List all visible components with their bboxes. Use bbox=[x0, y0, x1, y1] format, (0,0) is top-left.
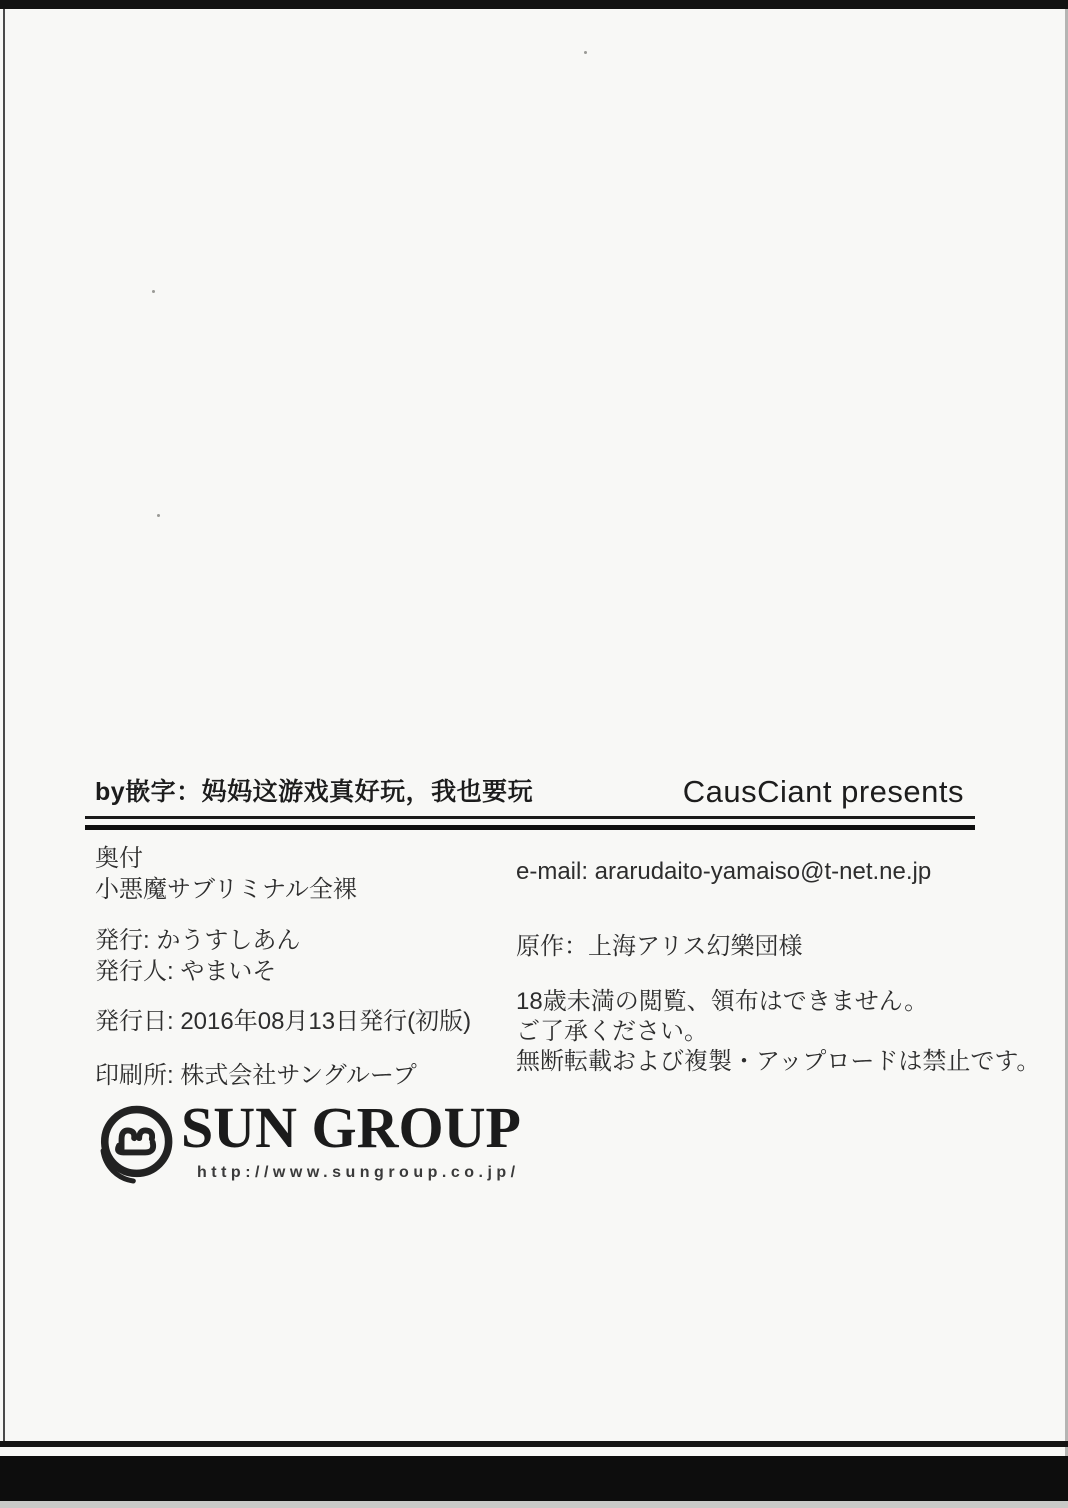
top-black-border bbox=[0, 0, 1068, 9]
original-work-credit: 原作：上海アリス幻樂団様 bbox=[516, 933, 803, 960]
scan-speck bbox=[584, 51, 587, 54]
acknowledgement-notice: ご了承ください。 bbox=[516, 1018, 708, 1045]
printer-line: 印刷所: 株式会社サングループ bbox=[95, 1062, 417, 1089]
typesetter-credit-text: by嵌字：妈妈这游戏真好玩，我也要玩 bbox=[95, 778, 534, 806]
circle-presents-text: CausCiant presents bbox=[682, 774, 964, 809]
sun-group-logo bbox=[93, 1095, 521, 1198]
sun-group-emblem-icon bbox=[93, 1102, 177, 1186]
sun-group-url-text: http://www.sungroup.co.jp/ bbox=[197, 1164, 520, 1181]
no-reproduction-notice: 無断転載および複製・アップロードは禁止です。 bbox=[516, 1048, 1041, 1075]
bottom-black-border bbox=[0, 1456, 1068, 1501]
publish-date-line: 発行日: 2016年08月13日発行(初版) bbox=[95, 1008, 472, 1035]
scan-speck bbox=[157, 514, 160, 517]
publisher-line: 発行: かうすしあん bbox=[95, 927, 301, 954]
double-horizontal-rule bbox=[85, 816, 975, 830]
book-title: 小悪魔サブリミナル全裸 bbox=[95, 876, 357, 903]
sun-group-wordmark: SUN GROUP bbox=[181, 1095, 521, 1160]
publisher-person-line: 発行人: やまいそ bbox=[95, 958, 277, 985]
colophon-heading: 奥付 bbox=[95, 845, 143, 872]
age-restriction-notice: 18歳未満の閲覧、領布はできません。 bbox=[516, 988, 929, 1015]
bottom-scan-edge bbox=[0, 1501, 1068, 1508]
rule-thick-line bbox=[85, 825, 975, 830]
email-text: e-mail: ararudaito-yamaiso@t-net.ne.jp bbox=[516, 858, 932, 885]
bottom-thin-rule bbox=[0, 1441, 1068, 1447]
left-page-edge-line bbox=[3, 9, 5, 1443]
scan-speck bbox=[152, 290, 155, 293]
